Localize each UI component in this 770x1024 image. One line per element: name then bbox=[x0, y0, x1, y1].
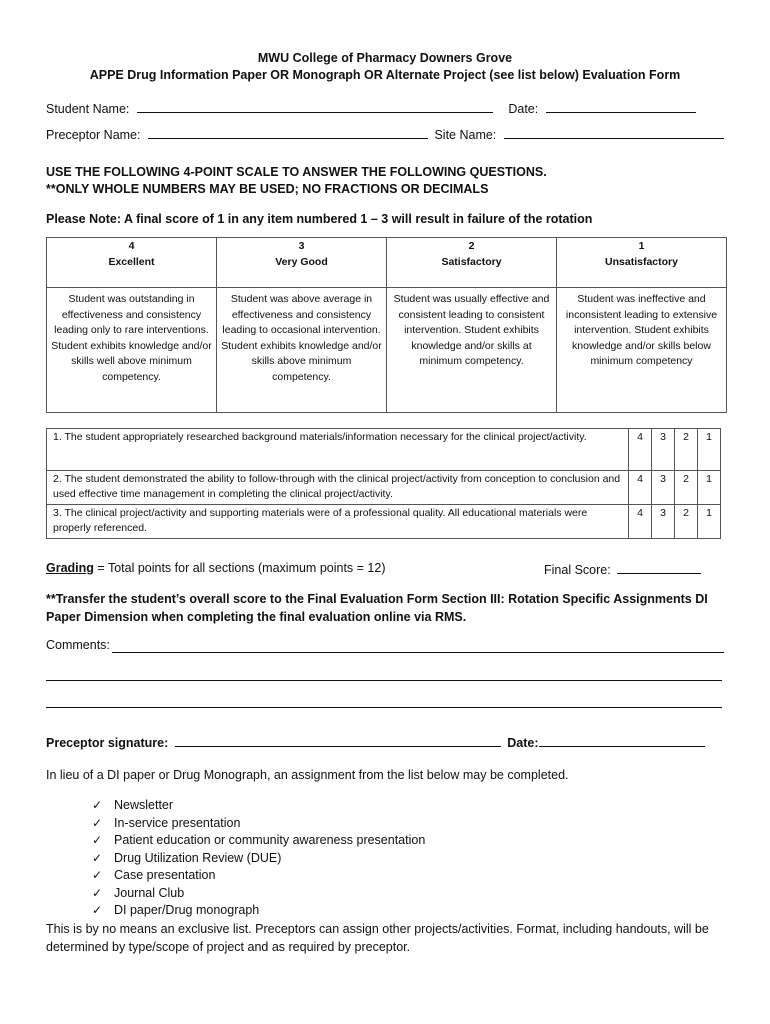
whole-numbers-instruction: **ONLY WHOLE NUMBERS MAY BE USED; NO FRACTIONS OR DECIMALS bbox=[46, 182, 489, 196]
preceptor-signature-label: Preceptor signature: bbox=[46, 736, 169, 750]
signature-date-label: Date: bbox=[507, 736, 539, 750]
score-option-4[interactable]: 4 bbox=[629, 505, 652, 539]
list-item bbox=[92, 850, 425, 868]
question-row bbox=[47, 471, 721, 505]
student-name-row bbox=[46, 100, 696, 116]
check-icon: ✓ bbox=[92, 868, 103, 882]
failure-note: Please Note: A final score of 1 in any item numbered 1 – 3 will result in failure of the rotation bbox=[46, 212, 593, 226]
scale-desc-4: Student was outstanding in effectiveness and consistency leading only to rare interventions. Student exhibits knowledge and/or skills well above minimum competency. bbox=[47, 288, 217, 413]
scale-label: Satisfactory bbox=[441, 255, 502, 268]
score-option-2[interactable]: 2 bbox=[675, 505, 698, 539]
site-name-field[interactable] bbox=[504, 126, 724, 139]
list-item bbox=[92, 815, 425, 833]
scale-desc-1: Student was ineffective and inconsistent leading to extensive intervention. Student exhibits knowledge and/or skills below minimum competency bbox=[557, 288, 727, 413]
list-item-label: In-service presentation bbox=[114, 815, 241, 830]
comments-line[interactable] bbox=[112, 652, 724, 653]
scale-score: 4 bbox=[128, 240, 135, 252]
question-row bbox=[47, 429, 721, 471]
final-score-row bbox=[544, 561, 701, 577]
scale-label: Unsatisfactory bbox=[605, 255, 678, 268]
signature-row bbox=[46, 734, 705, 750]
scale-table bbox=[46, 237, 727, 413]
scale-desc-2: Student was usually effective and consistent leading to consistent intervention. Student exhibits knowledge and/or skills at minimum competency. bbox=[387, 288, 557, 413]
final-score-label: Final Score: bbox=[544, 563, 611, 577]
grading-label: Grading bbox=[46, 561, 94, 575]
preceptor-name-row bbox=[46, 126, 724, 142]
preceptor-name-label: Preceptor Name: bbox=[46, 128, 141, 142]
list-item-label: Case presentation bbox=[114, 868, 216, 882]
scale-score: 3 bbox=[298, 240, 305, 252]
list-item bbox=[92, 797, 425, 815]
scale-score: 1 bbox=[638, 240, 645, 252]
date-field[interactable] bbox=[546, 100, 696, 113]
scale-instructions: USE THE FOLLOWING 4-POINT SCALE TO ANSWER THE FOLLOWING QUESTIONS. bbox=[46, 165, 547, 179]
preceptor-name-field[interactable] bbox=[148, 126, 428, 139]
score-option-1[interactable]: 1 bbox=[698, 429, 721, 471]
score-option-4[interactable]: 4 bbox=[629, 429, 652, 471]
check-icon: ✓ bbox=[92, 850, 103, 865]
list-item bbox=[92, 832, 425, 850]
signature-date-field[interactable] bbox=[539, 734, 705, 747]
scale-header-row bbox=[47, 238, 727, 288]
list-item bbox=[92, 867, 425, 885]
score-option-3[interactable]: 3 bbox=[652, 505, 675, 539]
alternates-footer: This is by no means an exclusive list. Preceptors can assign other projects/activities. Format, including handouts, will be determined by type/scope of project and as required by preceptor. bbox=[46, 922, 709, 954]
comments-line[interactable] bbox=[46, 680, 722, 681]
scale-score: 2 bbox=[468, 240, 475, 252]
question-text: 1. The student appropriately researched background materials/information necessary for the clinical project/activity. bbox=[47, 429, 629, 471]
check-icon: ✓ bbox=[92, 903, 103, 917]
score-option-1[interactable]: 1 bbox=[698, 505, 721, 539]
score-option-3[interactable]: 3 bbox=[652, 429, 675, 471]
grading-line bbox=[46, 561, 386, 575]
scale-label: Very Good bbox=[275, 255, 328, 268]
alternates-intro: In lieu of a DI paper or Drug Monograph, an assignment from the list below may be completed. bbox=[46, 768, 569, 782]
student-name-label: Student Name: bbox=[46, 102, 130, 116]
question-row bbox=[47, 505, 721, 539]
scale-header-2 bbox=[387, 238, 557, 288]
list-item-label: Newsletter bbox=[114, 798, 174, 812]
grading-text: = Total points for all sections (maximum points = 12) bbox=[93, 561, 386, 575]
scale-description-row bbox=[47, 288, 727, 413]
scale-header-4 bbox=[47, 238, 217, 288]
questions-table bbox=[46, 428, 721, 539]
site-name-label: Site Name: bbox=[434, 128, 497, 142]
list-item-label: Journal Club bbox=[114, 885, 185, 900]
score-option-1[interactable]: 1 bbox=[698, 471, 721, 505]
check-icon: ✓ bbox=[92, 885, 103, 900]
question-text: 2. The student demonstrated the ability to follow-through with the clinical project/activity from conception to conclusion and used effective time management in completing the clinical project/activity. bbox=[47, 471, 629, 505]
comments-line[interactable] bbox=[46, 707, 722, 708]
list-item-label: Drug Utilization Review (DUE) bbox=[114, 850, 282, 865]
scale-desc-3: Student was above average in effectiveness and consistency leading to occasional intervention. Student exhibits knowledge and/or skills above minimum competency. bbox=[217, 288, 387, 413]
list-item-label: DI paper/Drug monograph bbox=[114, 903, 260, 917]
score-option-4[interactable]: 4 bbox=[629, 471, 652, 505]
final-score-field[interactable] bbox=[617, 561, 701, 574]
alternates-list bbox=[92, 797, 425, 920]
comments-label: Comments: bbox=[46, 638, 110, 652]
score-option-3[interactable]: 3 bbox=[652, 471, 675, 505]
check-icon: ✓ bbox=[92, 833, 103, 847]
student-name-field[interactable] bbox=[137, 100, 493, 113]
scale-header-1 bbox=[557, 238, 727, 288]
form-title-institution: MWU College of Pharmacy Downers Grove bbox=[257, 51, 513, 65]
check-icon: ✓ bbox=[92, 815, 103, 830]
score-option-2[interactable]: 2 bbox=[675, 429, 698, 471]
form-title: APPE Drug Information Paper OR Monograph OR Alternate Project (see list below) Evaluation Form bbox=[89, 68, 681, 82]
check-icon: ✓ bbox=[92, 798, 103, 812]
transfer-note: **Transfer the student’s overall score to the Final Evaluation Form Section III: Rotation Specific Assignments DI Paper Dimension when completing the final evaluation online via RMS. bbox=[46, 592, 708, 624]
score-option-2[interactable]: 2 bbox=[675, 471, 698, 505]
list-item-label: Patient education or community awareness presentation bbox=[114, 833, 426, 847]
list-item bbox=[92, 885, 425, 903]
date-label: Date: bbox=[508, 102, 539, 116]
list-item bbox=[92, 902, 425, 920]
scale-header-3 bbox=[217, 238, 387, 288]
scale-label: Excellent bbox=[108, 255, 155, 268]
question-text: 3. The clinical project/activity and supporting materials were of a professional quality. All educational materials were properly referenced. bbox=[47, 505, 629, 539]
preceptor-signature-field[interactable] bbox=[175, 734, 501, 747]
